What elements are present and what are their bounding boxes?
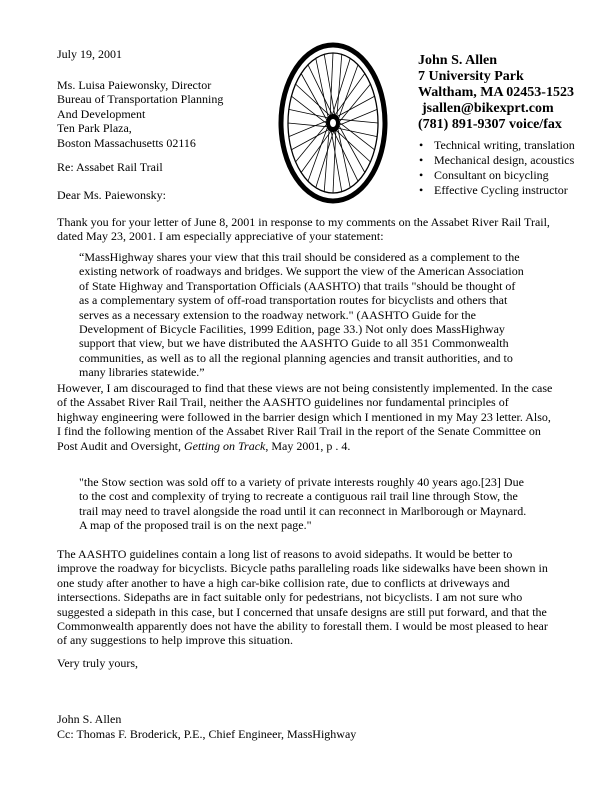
text-line: “MassHighway shares your view that this trail should be considered as a complement to the (79, 250, 520, 264)
text-line: Thank you for your letter of June 8, 2001 in response to my comments on the Assabet River Rail Trail, (57, 215, 550, 229)
sender-city: Waltham, MA 02453-1523 (418, 85, 574, 100)
text-line: highway engineering were followed in the barrier design which I mentioned in my May 23 letter. Also, (57, 409, 551, 424)
letter-date: July 19, 2001 (57, 47, 123, 61)
text-line: "the Stow section was sold off to a variety of private interests roughly 40 years ago.[23] Due (79, 475, 524, 489)
wheel-spoke (291, 129, 329, 150)
closing: Very truly yours, (57, 656, 138, 670)
text-span: Post Audit and Oversight, (57, 438, 185, 453)
wheel-spoke (324, 129, 329, 192)
text-line: existing network of roadways and bridges. We support the view of the American Association (79, 264, 524, 279)
text-line: I find the following mention of the Assabet River Rail Trail in the report of the Senate Committee on (57, 424, 541, 439)
paragraph-2 (57, 381, 582, 453)
wheel-spoke (338, 128, 378, 137)
text-span: , May 2001, p . 4. (265, 438, 351, 453)
text-line: suggested a sidepath in this case, but I concerned that unsafe designs are still put forward, and that the (57, 604, 547, 619)
text-line (57, 439, 582, 453)
report-title: Getting on Track (184, 438, 266, 453)
quote-senate-report (79, 475, 549, 533)
wheel-spoke (339, 109, 377, 125)
services-list-item: • Consultant on bicycling (417, 168, 575, 183)
quote-masshighway (79, 250, 549, 380)
text-line: of State Highway and Transportation Officials (AASHTO) that trails "should be thought of (79, 278, 516, 293)
recipient-line: Bureau of Transportation Planning (57, 92, 224, 107)
services-list-item: • Mechanical design, acoustics (417, 153, 575, 168)
bicycle-wheel-logo (278, 42, 388, 204)
services-list-item: • Effective Cycling instructor (417, 183, 575, 198)
text-line: support that view, but we have distributed the AASHTO Guide to all 351 Commonwealth (79, 336, 509, 351)
wheel-spoke (289, 121, 327, 137)
letterhead-contact (418, 53, 574, 133)
services-list (417, 138, 575, 198)
wheel-spoke (338, 119, 378, 123)
text-line: many libraries statewide.” (79, 365, 205, 380)
services-list-item: • Technical writing, translation (417, 138, 575, 153)
text-line: of any suggestions to help improve this situation. (57, 633, 293, 648)
text-line: communities, as well as to all the regional planning agencies and transit authorities, and to (79, 350, 513, 365)
text-line: A map of the proposed trail is on the next page." (79, 518, 312, 533)
sender-street: 7 University Park (418, 69, 524, 84)
text-line: serves as a necessary extension to the roadway network." (AASHTO Guide for the (79, 307, 476, 322)
recipient-line: Ms. Luisa Paiewonsky, Director (57, 78, 212, 92)
sender-email: jsallen@bikexprt.com (422, 101, 554, 116)
text-line: dated May 23, 2001. I am especially appreciative of your statement: (57, 229, 384, 244)
text-line: Commonwealth apparently does not have the ability to forestall them. I would be most pleased to hear (57, 619, 548, 634)
wheel-spoke (333, 130, 336, 193)
text-line: one study after another to have a high car-bike collision rate, due to conflicts at driveways and (57, 575, 510, 590)
text-line: The AASHTO guidelines contain a long list of reasons to avoid sidepaths. It would be better to (57, 547, 513, 561)
text-line: trail may need to travel alongside the road until it can reconnect in Marlborough or Maynard. (79, 503, 527, 518)
wheel-spoke (288, 123, 328, 127)
paragraph-1 (57, 215, 582, 244)
text-line: intersections. Sidepaths are in fact suitable only for pedestrians, not bicyclists. I am not sure who (57, 590, 523, 605)
text-line: of the Assabet River Rail Trail, neither the AASHTO guidelines nor fundamental principles of (57, 395, 509, 410)
wheel-spoke (337, 54, 342, 117)
recipient-line: Ten Park Plaza, (57, 121, 132, 136)
salutation: Dear Ms. Paiewonsky: (57, 188, 166, 202)
text-line: improve the roadway for bicyclists. Bicycle paths paralleling roads like sidewalks have been shown in (57, 561, 548, 576)
wheel-spoke (337, 96, 375, 117)
recipient-address (57, 78, 223, 150)
sender-name: John S. Allen (418, 53, 497, 68)
text-line: However, I am discouraged to find that these views are not being consistently implemented. In the case (57, 381, 553, 395)
cc-line: Cc: Thomas F. Broderick, P.E., Chief Engineer, MassHighway (57, 727, 357, 741)
text-line: Development of Bicycle Facilities, 1999 Edition, page 33.) Not only does MassHighway (79, 322, 505, 337)
subject-line: Re: Assabet Rail Trail (57, 160, 163, 174)
recipient-line: Boston Massachusetts 02116 (57, 135, 196, 150)
wheel-spoke (330, 53, 333, 116)
text-line: as a complementary system of off-road transportation routes for bicyclists and others that (79, 293, 508, 308)
sender-phone: (781) 891-9307 voice/fax (418, 117, 562, 132)
recipient-line: And Development (57, 106, 146, 121)
text-line: to the cost and complexity of trying to recreate a contiguous rail trail line through Stow, the (79, 489, 518, 504)
wheel-spoke (289, 109, 329, 118)
paragraph-3 (57, 547, 582, 648)
signature-name: John S. Allen (57, 712, 122, 726)
